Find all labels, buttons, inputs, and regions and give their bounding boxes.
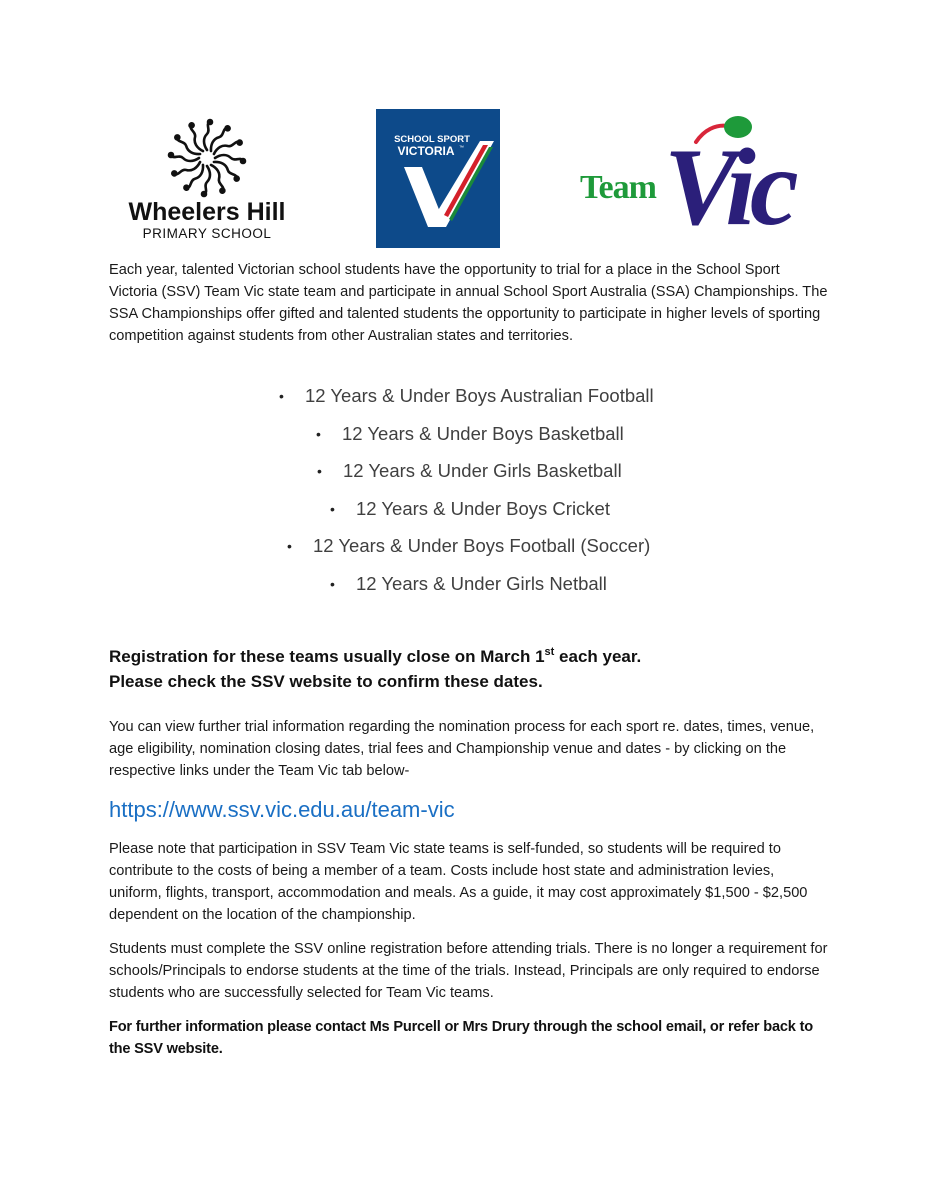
- wheelers-hill-subtitle: PRIMARY SCHOOL: [142, 226, 272, 241]
- wheelers-hill-logo: [118, 118, 296, 242]
- sport-item: [0, 531, 927, 569]
- bullet-icon: •: [317, 463, 322, 480]
- ssv-logo: [376, 109, 500, 248]
- ssv-logo-line1: SCHOOL SPORT: [394, 134, 470, 145]
- sports-list: [0, 381, 927, 607]
- sport-item: [0, 419, 927, 457]
- ssv-logo-line2: VICTORIA: [397, 144, 455, 158]
- intro-paragraph: Each year, talented Victorian school students have the opportunity to trial for a place in the School Sport Victoria (SSV) Team Vic state team and participate in annual School Sport Australia (SSA) Championships. The SSA Championships offer gifted and talented students the opportunity to participate in higher levels of sporting competition against students from other Australian states and territories.: [109, 262, 828, 344]
- wheelers-hill-emblem-icon: [118, 118, 296, 242]
- bullet-icon: •: [279, 388, 284, 404]
- contact-paragraph: For further information please contact Ms Purcell or Mrs Drury through the school email, or refer back to the SSV website.: [109, 1019, 813, 1057]
- sport-item-label: 12 Years & Under Boys Australian Football: [305, 385, 654, 406]
- ssv-team-vic-link[interactable]: https://www.ssv.vic.edu.au/team-vic: [109, 797, 455, 822]
- sport-item-label: 12 Years & Under Boys Cricket: [356, 497, 610, 519]
- registration-notice-line1: [109, 645, 829, 669]
- sport-item: [0, 456, 927, 494]
- sport-item-label: 12 Years & Under Boys Football (Soccer): [313, 535, 651, 557]
- bullet-icon: •: [287, 538, 292, 555]
- notice-text-end: each year.: [554, 647, 642, 666]
- sport-item-label: 12 Years & Under Girls Netball: [356, 572, 607, 594]
- team-vic-word-team: Team: [580, 169, 656, 206]
- sport-item: [0, 569, 927, 607]
- team-vic-logo: [578, 112, 814, 232]
- wheelers-hill-name: Wheelers Hill: [128, 198, 286, 226]
- sport-item-label: 12 Years & Under Girls Basketball: [343, 460, 622, 482]
- sport-item-label: 12 Years & Under Boys Basketball: [342, 422, 624, 444]
- notice-ordinal: st: [544, 646, 555, 658]
- ssv-logo-tm: ™: [459, 145, 464, 151]
- registration-notice-line2: Please check the SSV website to confirm these dates.: [109, 672, 543, 691]
- sport-item: [0, 381, 927, 419]
- sport-item: [0, 494, 927, 532]
- team-vic-word-vic: Vic: [664, 126, 793, 232]
- self-funded-paragraph: Please note that participation in SSV Team Vic state teams is self-funded, so students will be required to contribute to the costs of being a member of a team. Costs include host state and administration levies, uniform, flights, transport, accommodation and meals. As a guide, it may cost approximately $1,500 - $2,500 dependent on the location of the championship.: [109, 841, 808, 923]
- notice-text: Registration for these teams usually close on March 1: [109, 647, 545, 666]
- bullet-icon: •: [316, 425, 321, 442]
- online-registration-paragraph: Students must complete the SSV online registration before attending trials. There is no longer a requirement for schools/Principals to endorse students at the time of the trials. Instead, Principals are only required to endorse students who are successfully selected for Team Vic teams.: [109, 941, 828, 1001]
- further-info-paragraph: You can view further trial information regarding the nomination process for each sport re. dates, times, venue, age eligibility, nomination closing dates, trial fees and Championship venue and dates - by clicking on the respective links under the Team Vic tab below-: [109, 719, 815, 779]
- bullet-icon: •: [330, 575, 335, 592]
- bullet-icon: •: [330, 500, 335, 517]
